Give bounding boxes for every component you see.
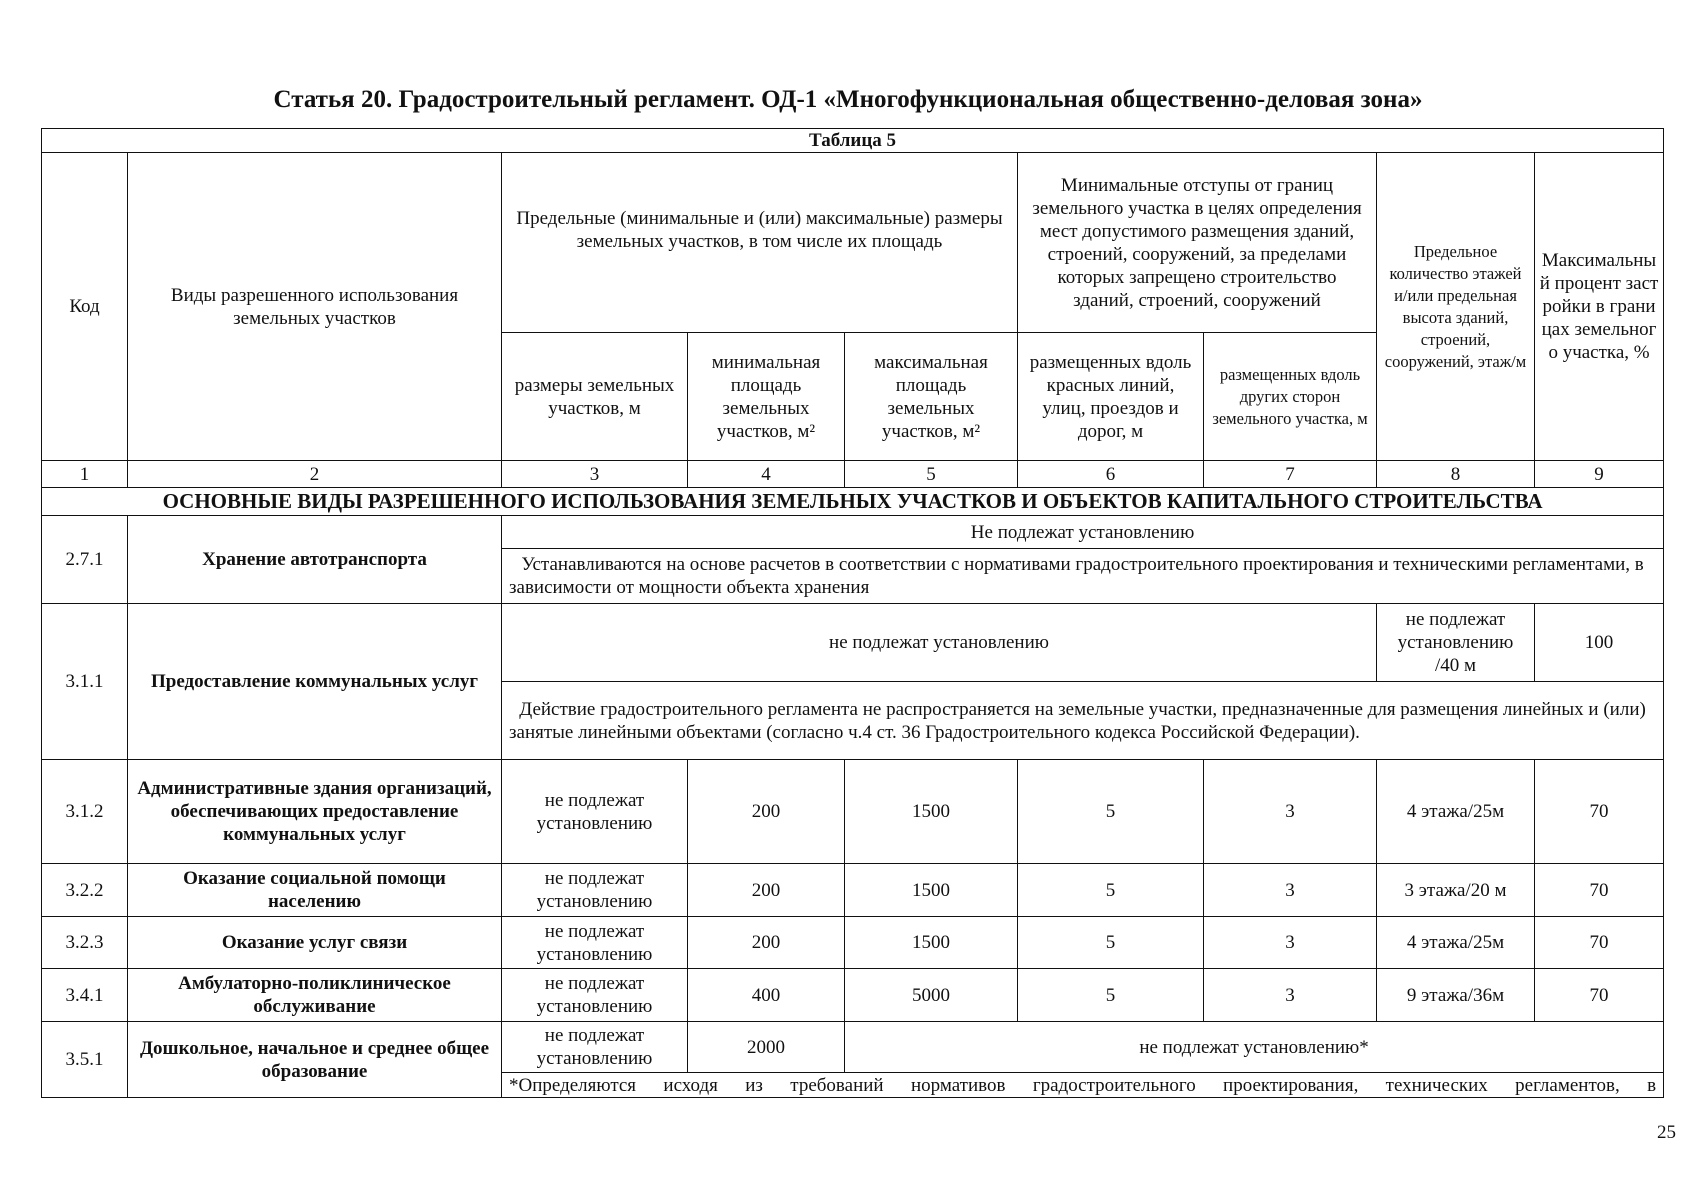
row-max-area: 1500 bbox=[845, 917, 1018, 969]
col-number: 8 bbox=[1377, 461, 1535, 488]
table-label: Таблица 5 bbox=[42, 129, 1664, 153]
row-max-area: 5000 bbox=[845, 969, 1018, 1022]
row-name: Административные здания организаций, обеспечивающих предоставление коммунальных услуг bbox=[128, 760, 502, 864]
header-size: размеры земельных участков, м bbox=[502, 333, 688, 461]
row-note: Устанавливаются на основе расчетов в соответствии с нормативами градостроительного проектирования и техническими регламентами, в зависимости от мощности объекта хранения bbox=[502, 549, 1664, 604]
table-row bbox=[42, 917, 1664, 969]
col-number: 3 bbox=[502, 461, 688, 488]
row-min-area: 2000 bbox=[688, 1022, 845, 1073]
row-along-red: 5 bbox=[1018, 969, 1204, 1022]
row-size: не подлежат установлению bbox=[502, 864, 688, 917]
row-coverage: 100 bbox=[1535, 604, 1664, 682]
row-code: 3.2.3 bbox=[42, 917, 128, 969]
row-code: 3.1.2 bbox=[42, 760, 128, 864]
row-note: Не подлежат установлению bbox=[502, 516, 1664, 549]
row-name: Амбулаторно-поликлиническое обслуживание bbox=[128, 969, 502, 1022]
column-number-row bbox=[42, 461, 1664, 488]
col-number: 7 bbox=[1204, 461, 1377, 488]
header-code: Код bbox=[42, 153, 128, 461]
row-along-other: 3 bbox=[1204, 917, 1377, 969]
col-number: 4 bbox=[688, 461, 845, 488]
row-max-area: 1500 bbox=[845, 760, 1018, 864]
header-coverage: Максимальный процент застройки в границах земельного участка, % bbox=[1535, 153, 1664, 461]
header-limits: Предельные (минимальные и (или) максимальные) размеры земельных участков, в том числе их площадь bbox=[502, 153, 1018, 333]
row-merged-value: не подлежат установлению bbox=[502, 604, 1377, 682]
row-coverage: 70 bbox=[1535, 969, 1664, 1022]
header-floors: Предельное количество этажей и/или предельная высота зданий, строений, сооружений, этаж/м bbox=[1377, 153, 1535, 461]
row-min-area: 400 bbox=[688, 969, 845, 1022]
row-code: 3.1.1 bbox=[42, 604, 128, 760]
row-size: не подлежат установлению bbox=[502, 1022, 688, 1073]
row-along-red: 5 bbox=[1018, 760, 1204, 864]
col-number: 5 bbox=[845, 461, 1018, 488]
row-along-other: 3 bbox=[1204, 969, 1377, 1022]
row-along-red: 5 bbox=[1018, 864, 1204, 917]
table-row bbox=[42, 864, 1664, 917]
table-row bbox=[42, 969, 1664, 1022]
row-code: 3.4.1 bbox=[42, 969, 128, 1022]
row-floors: 4 этажа/25м bbox=[1377, 760, 1535, 864]
col-number: 2 bbox=[128, 461, 502, 488]
row-size: не подлежат установлению bbox=[502, 917, 688, 969]
row-floors: 4 этажа/25м bbox=[1377, 917, 1535, 969]
row-size: не подлежат установлению bbox=[502, 760, 688, 864]
row-name: Хранение автотранспорта bbox=[128, 516, 502, 604]
row-size: не подлежат установлению bbox=[502, 969, 688, 1022]
header-uses: Виды разрешенного использования земельных участков bbox=[128, 153, 502, 461]
row-along-red: 5 bbox=[1018, 917, 1204, 969]
header-along-other: размещенных вдоль других сторон земельного участка, м bbox=[1204, 333, 1377, 461]
row-code: 3.5.1 bbox=[42, 1022, 128, 1098]
page-title: Статья 20. Градостроительный регламент. ОД-1 «Многофункциональная общественно-деловая зона» bbox=[273, 86, 1423, 113]
row-along-other: 3 bbox=[1204, 760, 1377, 864]
row-name: Дошкольное, начальное и среднее общее образование bbox=[128, 1022, 502, 1098]
row-min-area: 200 bbox=[688, 760, 845, 864]
row-code: 2.7.1 bbox=[42, 516, 128, 604]
row-merged-value: не подлежат установлению* bbox=[845, 1022, 1664, 1073]
row-name: Оказание социальной помощи населению bbox=[128, 864, 502, 917]
header-max-area: максимальная площадь земельных участков, м² bbox=[845, 333, 1018, 461]
row-name: Оказание услуг связи bbox=[128, 917, 502, 969]
row-code: 3.2.2 bbox=[42, 864, 128, 917]
col-number: 6 bbox=[1018, 461, 1204, 488]
col-number: 1 bbox=[42, 461, 128, 488]
row-name: Предоставление коммунальных услуг bbox=[128, 604, 502, 760]
header-along-red: размещенных вдоль красных линий, улиц, проездов и дорог, м bbox=[1018, 333, 1204, 461]
row-coverage: 70 bbox=[1535, 917, 1664, 969]
section-heading: ОСНОВНЫЕ ВИДЫ РАЗРЕШЕННОГО ИСПОЛЬЗОВАНИЯ ЗЕМЕЛЬНЫХ УЧАСТКОВ И ОБЪЕКТОВ КАПИТАЛЬНОГО СТРОИТЕЛЬСТВА bbox=[42, 488, 1664, 516]
table-row bbox=[42, 760, 1664, 864]
row-min-area: 200 bbox=[688, 864, 845, 917]
regulation-table bbox=[41, 128, 1664, 1098]
row-floors: 9 этажа/36м bbox=[1377, 969, 1535, 1022]
row-coverage: 70 bbox=[1535, 760, 1664, 864]
row-coverage: 70 bbox=[1535, 864, 1664, 917]
row-max-area: 1500 bbox=[845, 864, 1018, 917]
row-along-other: 3 bbox=[1204, 864, 1377, 917]
row-note: *Определяются исходя из требований нормативов градостроительного проектирования, технических регламентов, в bbox=[502, 1073, 1664, 1098]
row-floors: не подлежат установлению /40 м bbox=[1377, 604, 1535, 682]
row-floors: 3 этажа/20 м bbox=[1377, 864, 1535, 917]
col-number: 9 bbox=[1535, 461, 1664, 488]
page-number: 25 bbox=[1657, 1122, 1676, 1143]
header-setbacks: Минимальные отступы от границ земельного участка в целях определения мест допустимого размещения зданий, строений, сооружений, за пределами которых запрещено строительство зданий, строений, сооружений bbox=[1018, 153, 1377, 333]
header-min-area: минимальная площадь земельных участков, м² bbox=[688, 333, 845, 461]
row-note: Действие градостроительного регламента не распространяется на земельные участки, предназначенные для размещения линейных и (или) занятые линейными объектами (согласно ч.4 ст. 36 Градостроительного кодекса Российской Федерации). bbox=[502, 682, 1664, 760]
row-min-area: 200 bbox=[688, 917, 845, 969]
